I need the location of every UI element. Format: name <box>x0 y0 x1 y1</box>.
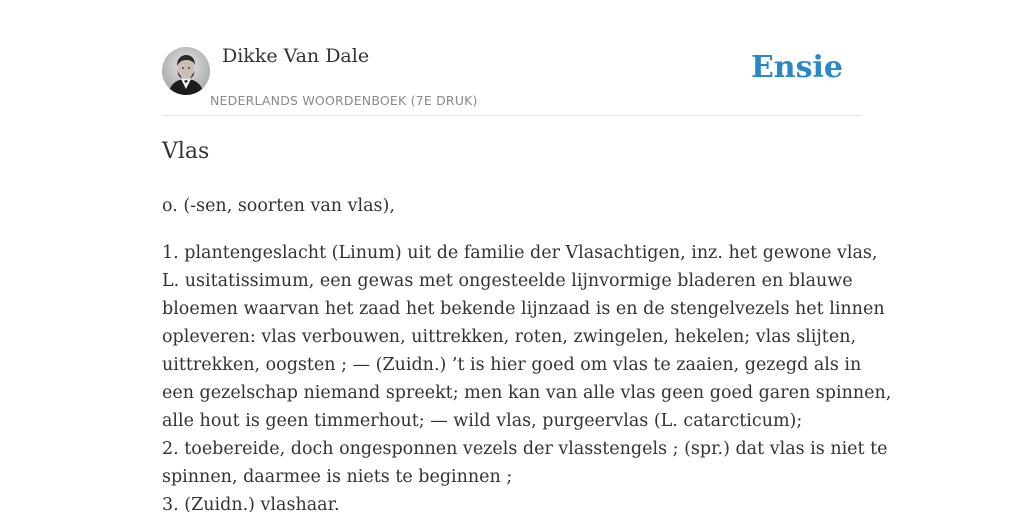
entry-grammar: o. (-sen, soorten van vlas), <box>162 196 395 216</box>
source-name[interactable]: NEDERLANDS WOORDENBOEK (7E DRUK) <box>210 93 478 108</box>
definition-line: 1. plantengeslacht (Linum) uit de familie der Vlasachtigen, inz. het gewone vlas, <box>162 243 878 263</box>
definition-line: spinnen, daarmee is niets te beginnen ; <box>162 467 513 487</box>
definition-line: L. usitatissimum, een gewas met ongesteelde lijnvormige bladeren en blauwe <box>162 271 853 291</box>
definition-line: een gezelschap niemand spreekt; men kan van alle vlas geen goed garen spinnen, <box>162 383 892 403</box>
content-container <box>162 0 892 512</box>
ensie-logo-link[interactable]: Ensie <box>750 50 843 85</box>
definition-line: opleveren: vlas verbouwen, uittrekken, roten, zwingelen, hekelen; vlas slijten, <box>162 327 857 347</box>
definition-line: 2. toebereide, doch ongesponnen vezels der vlasstengels ; (spr.) dat vlas is niet te <box>162 439 888 459</box>
avatar[interactable] <box>162 47 210 95</box>
header <box>162 0 862 116</box>
portrait-image <box>162 47 210 95</box>
author-name[interactable]: Dikke Van Dale <box>222 45 370 67</box>
entry-definition <box>162 239 892 512</box>
entry-title: Vlas <box>162 139 210 164</box>
definition-line: uittrekken, oogsten ; — (Zuidn.) ’t is hier goed om vlas te zaaien, gezegd als in <box>162 355 862 375</box>
definition-line: 3. (Zuidn.) vlashaar. <box>162 495 340 512</box>
definition-line: alle hout is geen timmerhout; — wild vlas, purgeervlas (L. catarcticum); <box>162 411 803 431</box>
definition-line: bloemen waarvan het zaad het bekende lijnzaad is en de stengelvezels het linnen <box>162 299 885 319</box>
